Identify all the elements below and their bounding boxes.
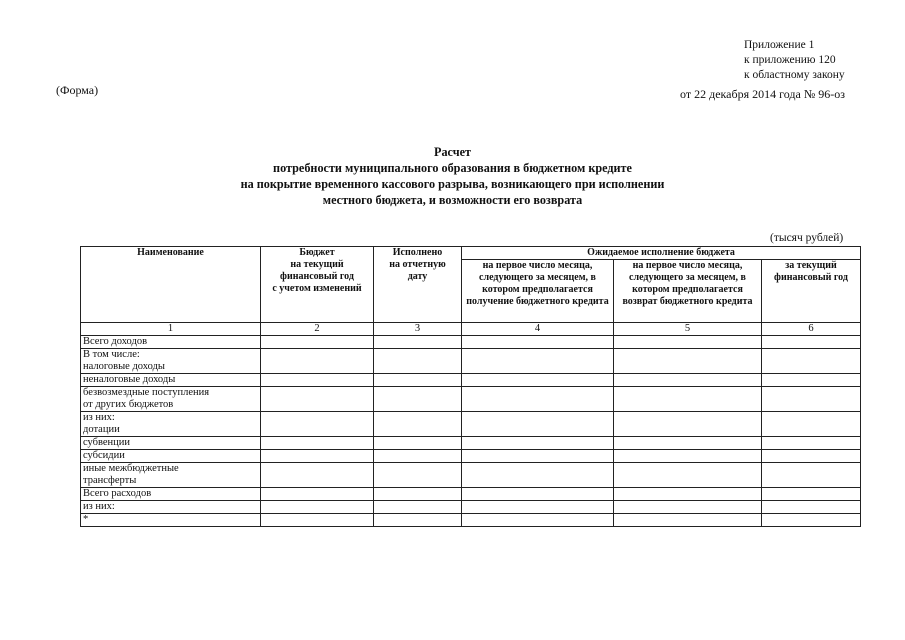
cell xyxy=(614,463,762,488)
cell xyxy=(614,450,762,463)
row-label-of-them-expenses: из них: xyxy=(81,501,261,514)
column-number: 1 xyxy=(81,323,261,336)
header-col-6: за текущий финансовый год xyxy=(762,260,861,323)
cell xyxy=(462,488,614,501)
cell xyxy=(462,514,614,527)
table-row xyxy=(81,514,861,527)
cell xyxy=(614,488,762,501)
title-line-3: на покрытие временного кассового разрыва, возникающего при исполнении xyxy=(240,177,665,191)
cell xyxy=(261,437,374,450)
cell xyxy=(762,463,861,488)
cell xyxy=(374,463,462,488)
row-label-other-line-1: иные межбюджетные xyxy=(83,463,179,474)
cell xyxy=(374,501,462,514)
cell xyxy=(614,374,762,387)
appendix-law-date: от 22 декабря 2014 года № 96-оз xyxy=(680,87,846,101)
table-row xyxy=(81,488,861,501)
table-row xyxy=(81,412,861,437)
row-label-subsidies: субсидии xyxy=(81,450,261,463)
table-row xyxy=(81,374,861,387)
table-row xyxy=(81,336,861,349)
cell xyxy=(762,450,861,463)
header-budget-line-1: Бюджет xyxy=(299,247,335,258)
cell xyxy=(462,412,614,437)
column-number: 6 xyxy=(762,323,861,336)
header-name xyxy=(81,247,261,323)
cell xyxy=(462,501,614,514)
cell xyxy=(261,450,374,463)
cell xyxy=(261,374,374,387)
document-title xyxy=(0,144,905,208)
cell xyxy=(462,336,614,349)
row-label-star: * xyxy=(81,514,261,527)
header-col-5: на первое число месяца, следующего за месяцем, в котором предполагается возврат бюджетного кредита xyxy=(614,260,762,323)
table-row xyxy=(81,450,861,463)
row-label-other-line-2: трансферты xyxy=(83,475,137,486)
cell xyxy=(374,387,462,412)
cell xyxy=(614,437,762,450)
title-line-1: Расчет xyxy=(434,145,471,159)
header-budget-line-3: финансовый год xyxy=(280,271,354,282)
table-row xyxy=(81,501,861,514)
cell xyxy=(261,336,374,349)
row-label-gratuitous-line-1: безвозмездные поступления xyxy=(83,387,210,398)
budget-table xyxy=(80,246,861,527)
column-number-row xyxy=(81,323,861,336)
cell xyxy=(261,463,374,488)
cell xyxy=(462,387,614,412)
cell xyxy=(374,412,462,437)
header-executed-line-1: Исполнено xyxy=(392,247,443,258)
table-row xyxy=(81,463,861,488)
row-label-grants xyxy=(81,412,261,437)
column-number: 3 xyxy=(374,323,462,336)
header-budget-line-2: на текущий xyxy=(290,259,344,270)
cell xyxy=(261,387,374,412)
header-budget xyxy=(261,247,374,323)
cell xyxy=(374,437,462,450)
row-label-other-transfers xyxy=(81,463,261,488)
cell xyxy=(614,349,762,374)
cell xyxy=(762,349,861,374)
row-label-gratuitous-line-2: от других бюджетов xyxy=(83,399,174,410)
row-label-tax-income-text: налоговые доходы xyxy=(83,361,165,372)
appendix-block xyxy=(744,38,845,83)
cell xyxy=(762,437,861,450)
title-line-2: потребности муниципального образования в бюджетном кредите xyxy=(273,161,632,175)
cell xyxy=(374,336,462,349)
cell xyxy=(614,412,762,437)
row-label-including: В том числе: xyxy=(83,349,140,360)
cell xyxy=(762,501,861,514)
header-budget-line-4: с учетом изменений xyxy=(272,283,362,294)
cell xyxy=(762,488,861,501)
cell xyxy=(374,514,462,527)
cell xyxy=(261,514,374,527)
row-label-nontax-income: неналоговые доходы xyxy=(81,374,261,387)
cell xyxy=(614,336,762,349)
header-executed-line-2: на отчетную xyxy=(389,259,446,270)
cell xyxy=(762,412,861,437)
header-executed xyxy=(374,247,462,323)
column-number: 2 xyxy=(261,323,374,336)
column-number: 4 xyxy=(462,323,614,336)
units-label: (тысяч рублей) xyxy=(770,232,844,244)
cell xyxy=(762,514,861,527)
cell xyxy=(261,349,374,374)
cell xyxy=(261,501,374,514)
cell xyxy=(762,374,861,387)
row-label-total-income: Всего доходов xyxy=(81,336,261,349)
table-row xyxy=(81,349,861,374)
cell xyxy=(374,349,462,374)
cell xyxy=(462,349,614,374)
row-label-grants-text: дотации xyxy=(83,424,120,435)
cell xyxy=(374,374,462,387)
row-label-subventions: субвенции xyxy=(81,437,261,450)
cell xyxy=(261,412,374,437)
row-label-tax-income xyxy=(81,349,261,374)
form-label: (Форма) xyxy=(56,83,99,97)
row-label-of-them: из них: xyxy=(83,412,115,423)
cell xyxy=(762,387,861,412)
cell xyxy=(462,374,614,387)
cell xyxy=(762,336,861,349)
table-row xyxy=(81,387,861,412)
appendix-line-2: к приложению 120 xyxy=(744,54,836,66)
appendix-line-1: Приложение 1 xyxy=(744,39,815,51)
cell xyxy=(374,450,462,463)
header-name-text: Наименование xyxy=(137,247,204,258)
column-number: 5 xyxy=(614,323,762,336)
row-label-total-expenses: Всего расходов xyxy=(81,488,261,501)
header-col-4: на первое число месяца, следующего за месяцем, в котором предполагается получение бюджетного кредита xyxy=(462,260,614,323)
cell xyxy=(374,488,462,501)
row-label-gratuitous xyxy=(81,387,261,412)
cell xyxy=(261,488,374,501)
cell xyxy=(614,514,762,527)
cell xyxy=(462,463,614,488)
table-row xyxy=(81,437,861,450)
cell xyxy=(462,437,614,450)
cell xyxy=(614,501,762,514)
title-line-4: местного бюджета, и возможности его возврата xyxy=(322,193,583,207)
cell xyxy=(614,387,762,412)
header-expected-text: Ожидаемое исполнение бюджета xyxy=(587,247,735,258)
appendix-line-3: к областному закону xyxy=(744,69,845,81)
header-executed-line-3: дату xyxy=(407,271,428,282)
header-expected xyxy=(462,247,861,260)
cell xyxy=(462,450,614,463)
